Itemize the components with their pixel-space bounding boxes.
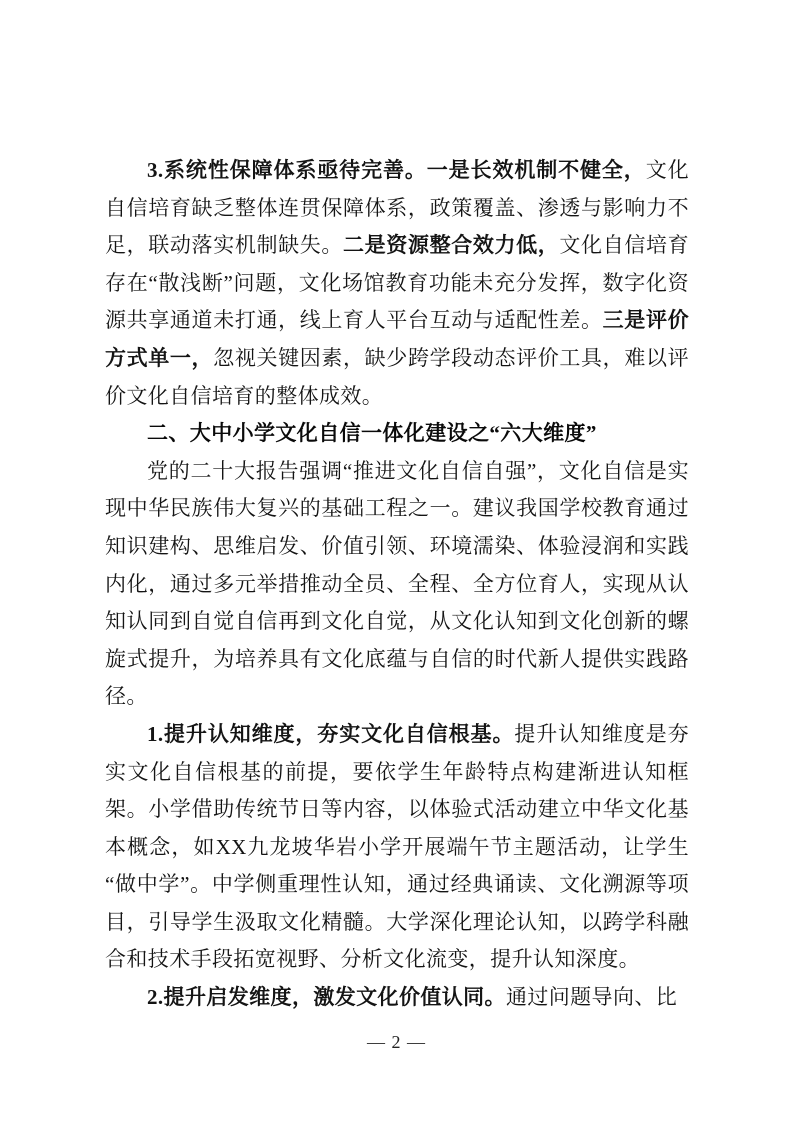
bold-text-run: 3.系统性保障体系亟待完善。 xyxy=(147,158,427,182)
document-body xyxy=(105,152,689,1017)
text-run: 通过问题导向、比 xyxy=(505,985,678,1010)
body-paragraph xyxy=(105,979,689,1017)
page-number: — 2 — xyxy=(367,1032,426,1052)
bold-text-run: 2.提升启发维度，激发文化价值认同。 xyxy=(147,985,506,1010)
text-run: 文化自信培育存在“散浅断”问题，文化场馆教育功能未充分发挥，数字化资源共享通道未打通，线上育人平台互动与适配性差。 xyxy=(105,233,690,333)
body-paragraph xyxy=(105,152,689,415)
bold-text-run: 三是评价方式单一， xyxy=(105,308,689,370)
body-paragraph xyxy=(105,453,689,716)
section-heading xyxy=(105,415,689,453)
text-run: 提升认知维度是夯实文化自信根基的前提，要依学生年龄特点构建渐进认知框架。小学借助传统节日等内容，以体验式活动建立中华文化基本概念，如XX九龙坡华岩小学开展端午节主题活动，让学生“做中学”。中学侧重理性认知，通过经典诵读、文化溯源等项目，引导学生汲取文化精髓。大学深化理论认知，以跨学科融合和技术手段拓宽视野、分析文化流变，提升认知深度。 xyxy=(105,721,689,972)
bold-text-run: 二、大中小学文化自信一体化建设之“六大维度” xyxy=(147,421,597,446)
text-run: 文化自信培育缺乏整体连贯保障体系，政策覆盖、渗透与影响力不足，联动落实机制缺失。 xyxy=(105,158,689,258)
bold-text-run: 二是资源整合效力低， xyxy=(343,233,560,258)
bold-text-run: 1.提升认知维度，夯实文化自信根基。 xyxy=(147,721,515,746)
text-run: 忽视关键因素，缺少跨学段动态评价工具，难以评价文化自信培育的整体成效。 xyxy=(105,345,689,408)
text-run: 党的二十大报告强调“推进文化自信自强”，文化自信是实现中华民族伟大复兴的基础工程之一。建议我国学校教育通过知识建构、思维启发、价值引领、环境濡染、体验浸润和实践内化，通过多元举措推动全员、全程、全方位育人，实现从认知认同到自觉自信再到文化自觉，从文化认知到文化创新的螺旋式提升，为培养具有文化底蕴与自信的时代新人提供实践路径。 xyxy=(105,458,689,709)
bold-text-run: 一是长效机制不健全， xyxy=(426,158,646,182)
body-paragraph xyxy=(105,716,689,979)
